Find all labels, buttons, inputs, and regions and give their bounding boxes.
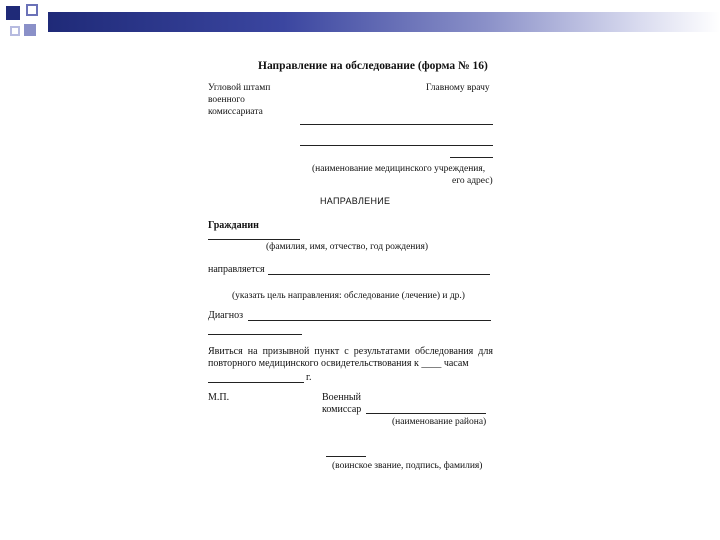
closing-date-line bbox=[208, 382, 304, 383]
citizen-line bbox=[208, 239, 300, 240]
addressee: Главному врачу bbox=[426, 83, 490, 93]
section-heading: НАПРАВЛЕНИЕ bbox=[320, 196, 391, 206]
citizen-caption: (фамилия, имя, отчество, год рождения) bbox=[266, 242, 429, 252]
commissar-line bbox=[366, 413, 486, 414]
citizen-label: Гражданин bbox=[208, 220, 259, 231]
signature-caption: (воинское звание, подпись, фамилия) bbox=[332, 461, 483, 471]
closing-year-suffix: г. bbox=[306, 372, 312, 383]
institution-line-3 bbox=[450, 157, 493, 158]
institution-line-2 bbox=[300, 145, 493, 146]
form-title: Направление на обследование (форма № 16) bbox=[258, 60, 488, 72]
directed-caption: (указать цель направления: обследование (лечение) и др.) bbox=[232, 291, 465, 301]
stamp-line-1: Угловой штамп bbox=[208, 83, 271, 93]
directed-label: направляется bbox=[208, 264, 265, 275]
commissar-label-2: комиссар bbox=[322, 404, 362, 415]
stamp-line-3: комиссариата bbox=[208, 107, 263, 117]
closing-instructions: Явиться на призывной пункт с результатами обследования для повторного медицинского освидетельствования к ____ часам bbox=[208, 346, 493, 369]
stamp-place-label: М.П. bbox=[208, 392, 230, 403]
diagnosis-line-1 bbox=[248, 320, 491, 321]
directed-line bbox=[268, 274, 490, 275]
stamp-line-2: военного bbox=[208, 95, 245, 105]
institution-caption-1: (наименование медицинского учреждения, bbox=[312, 164, 486, 174]
diagnosis-line-2 bbox=[208, 334, 302, 335]
district-caption: (наименование района) bbox=[392, 417, 487, 427]
signature-line bbox=[326, 456, 366, 457]
institution-line-1 bbox=[300, 124, 493, 125]
commissar-label-1: Военный bbox=[322, 392, 362, 403]
diagnosis-label: Диагноз bbox=[208, 310, 244, 321]
institution-caption-2: его адрес) bbox=[452, 176, 493, 186]
